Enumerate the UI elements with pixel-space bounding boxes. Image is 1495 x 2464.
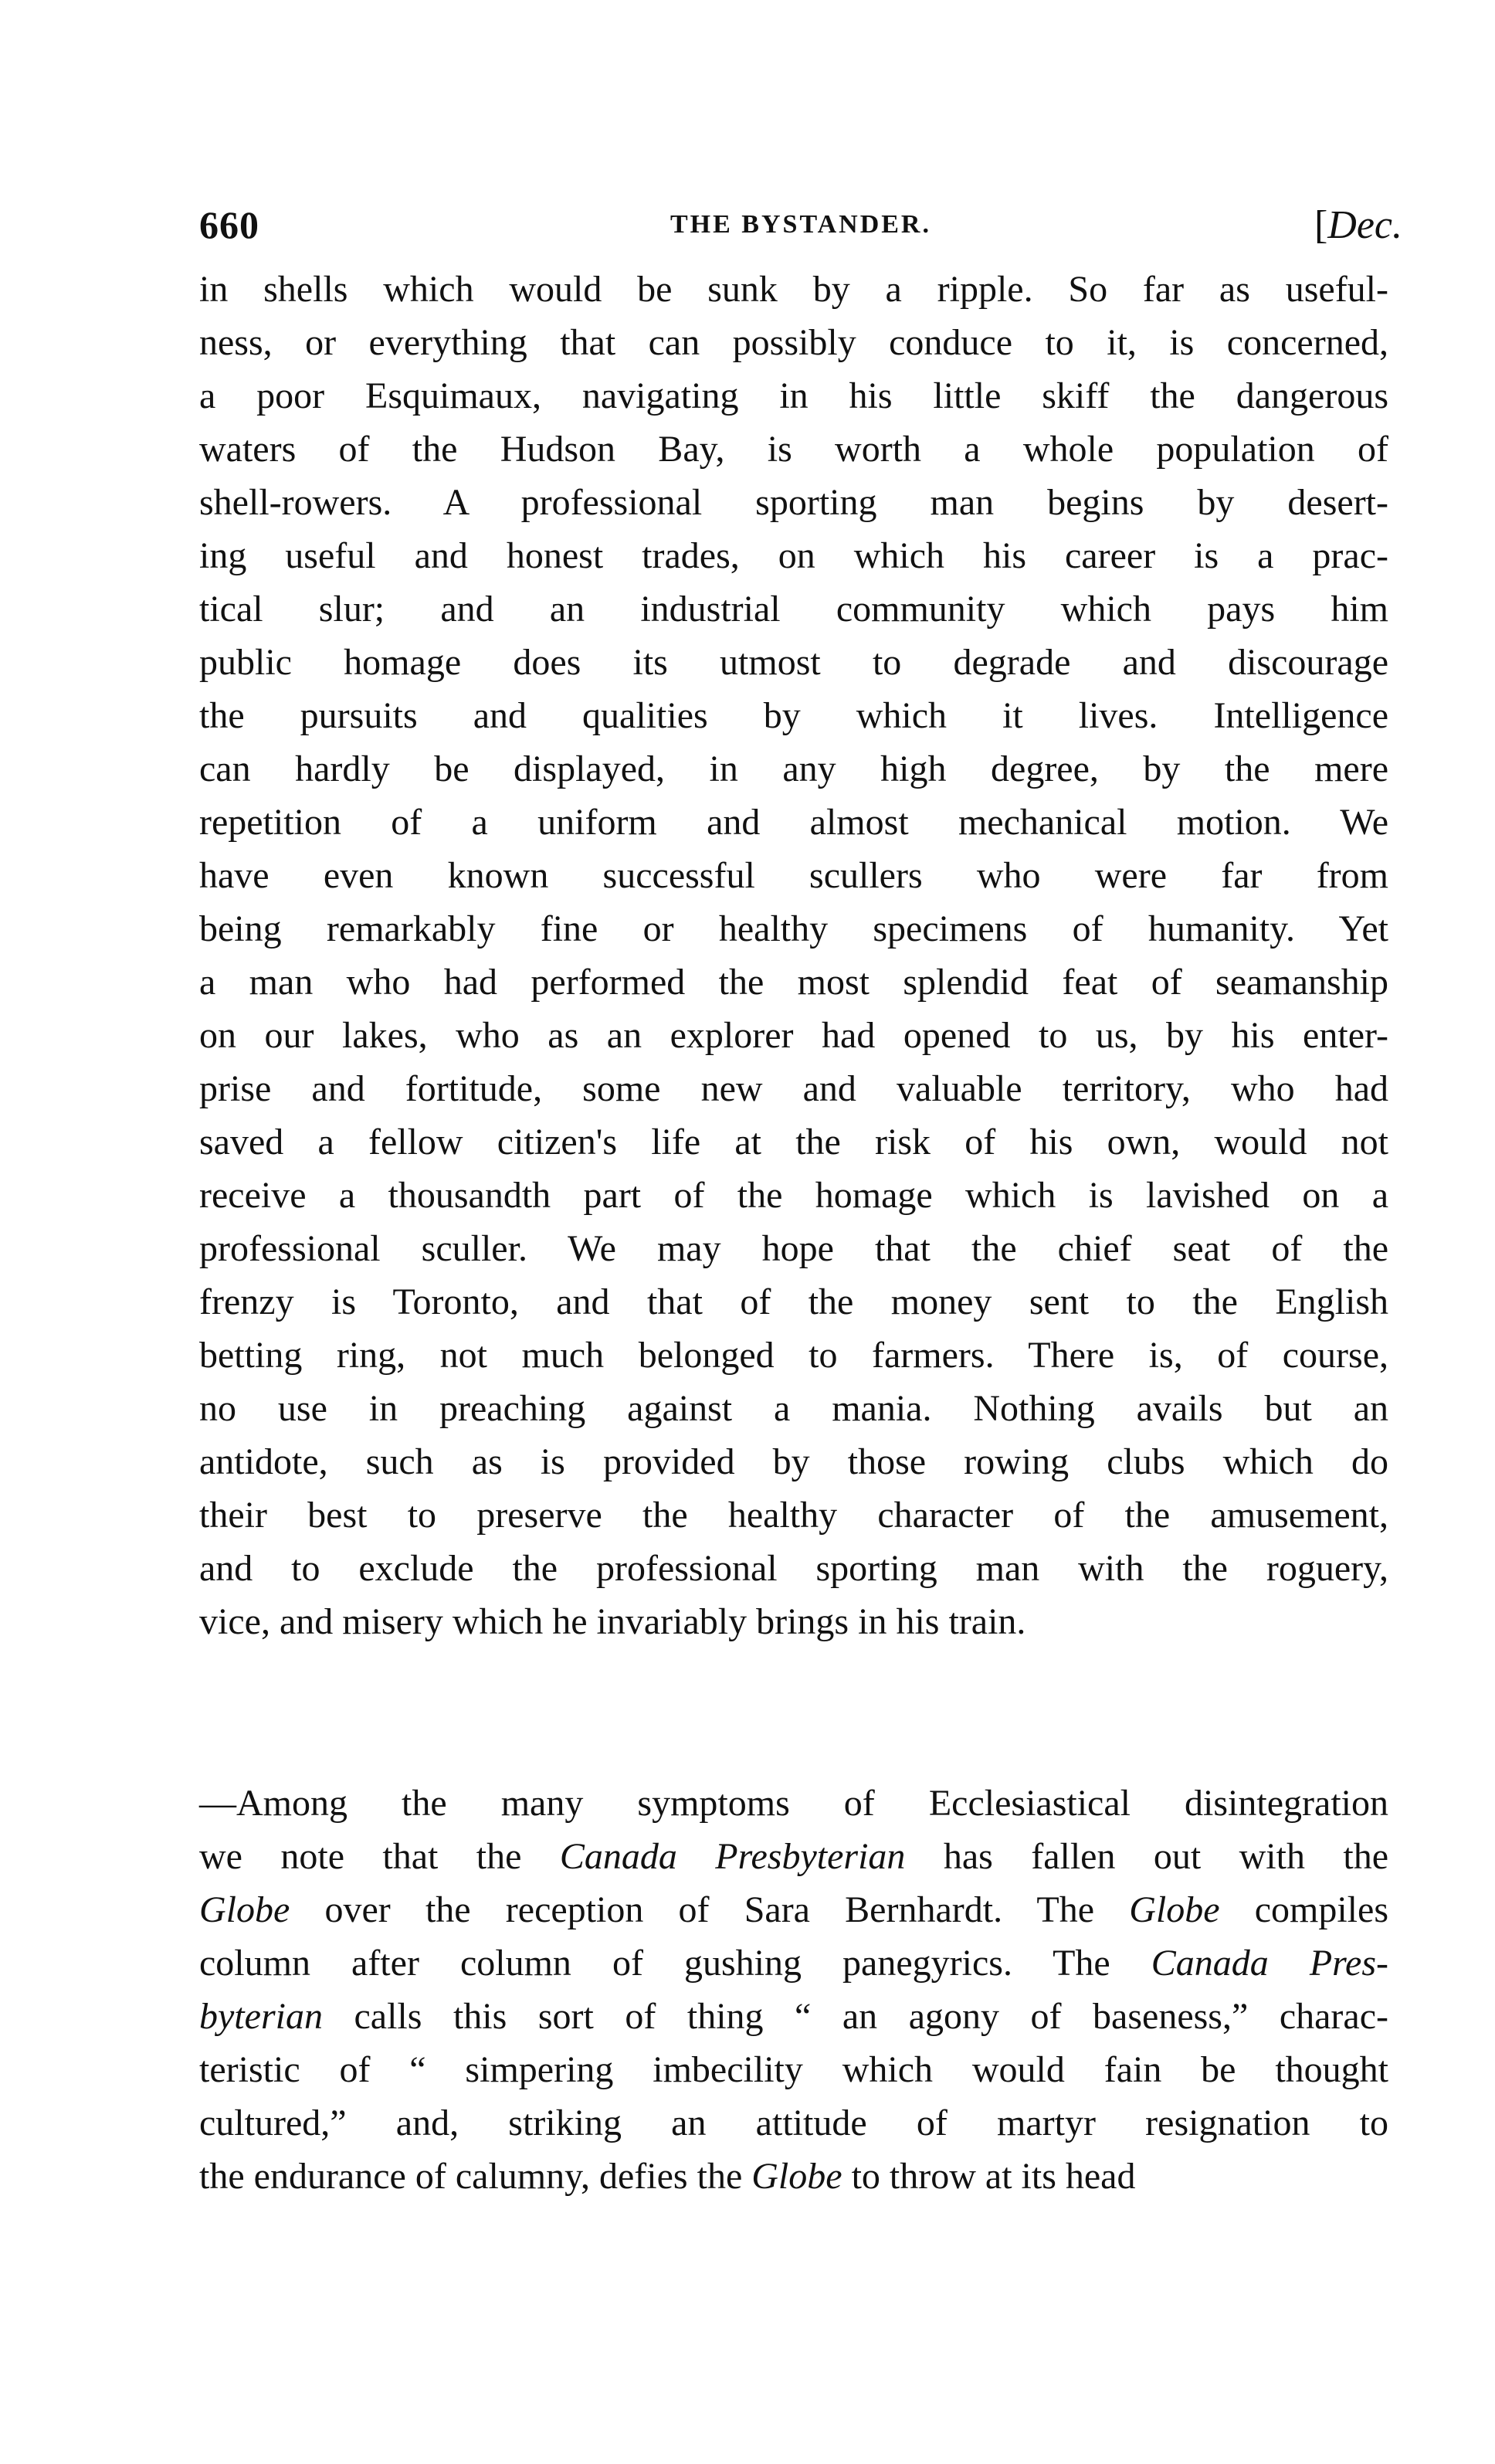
text-run: —Among the many symptoms of Ecclesiastical disintegration [199, 1783, 1388, 1824]
text-line: shell-rowers. A professional sporting man begins by desert- [199, 482, 1388, 523]
italic-title-run: Canada Pres- [1151, 1943, 1388, 1984]
text-line: frenzy is Toronto, and that of the money sent to the English [199, 1281, 1388, 1322]
running-head [199, 202, 1402, 256]
text-line: ness, or everything that can possibly conduce to it, is concerned, [199, 322, 1388, 363]
text-run: column after column of gushing panegyrics. The [199, 1943, 1151, 1984]
text-line [199, 2096, 1388, 2150]
text-run: has fallen out with the [905, 1836, 1389, 1877]
text-line: tical slur; and an industrial community which pays him [199, 589, 1388, 630]
text-line: can hardly be displayed, in any high degree, by the mere [199, 748, 1388, 789]
journal-title: THE BYSTANDER. [670, 210, 931, 239]
italic-title-run: Globe [751, 2156, 842, 2197]
text-line: betting ring, not much belonged to farmers. There is, of course, [199, 1335, 1388, 1376]
text-line: on our lakes, who as an explorer had opened to us, by his enter- [199, 1015, 1388, 1056]
text-run: calls this sort of thing “ an agony of baseness,” charac- [322, 1996, 1388, 2037]
text-line [199, 1830, 1388, 1883]
text-line [199, 1777, 1388, 1830]
text-line: repetition of a uniform and almost mechanical motion. We [199, 802, 1388, 843]
text-run: to throw at its head [842, 2156, 1136, 2197]
text-line: waters of the Hudson Bay, is worth a whole population of [199, 429, 1388, 470]
text-line: no use in preaching against a mania. Nothing avails but an [199, 1388, 1388, 1429]
italic-title-run: Globe [1129, 1889, 1220, 1930]
text-line: antidote, such as is provided by those rowing clubs which do [199, 1441, 1388, 1482]
text-run: compiles [1219, 1889, 1389, 1930]
text-line: the pursuits and qualities by which it lives. Intelligence [199, 695, 1388, 736]
text-line: saved a fellow citizen's life at the risk of his own, would not [199, 1122, 1388, 1162]
text-line [199, 2150, 1388, 2203]
text-line [199, 1936, 1388, 1990]
text-line: a man who had performed the most splendid feat of seamanship [199, 962, 1388, 1003]
text-line: prise and fortitude, some new and valuable territory, who had [199, 1068, 1388, 1109]
text-line: have even known successful scullers who were far from [199, 855, 1388, 896]
text-line: being remarkably fine or healthy specimens of humanity. Yet [199, 908, 1388, 949]
text-line: their best to preserve the healthy character of the amusement, [199, 1495, 1388, 1536]
page-number: 660 [199, 203, 259, 246]
text-line: and to exclude the professional sporting man with the roguery, [199, 1548, 1388, 1589]
text-run: teristic of “ simpering imbecility which would fain be thought [199, 2049, 1388, 2090]
text-run: cultured,” and, striking an attitude of martyr resignation to [199, 2103, 1388, 2143]
text-line [199, 1883, 1388, 1936]
paragraph-ecclesiastical [199, 1777, 1388, 2203]
italic-title-run: byterian [199, 1996, 323, 2037]
text-run: we note that the [199, 1836, 560, 1877]
text-line: in shells which would be sunk by a ripple. So far as useful- [199, 269, 1388, 310]
text-line: professional sculler. We may hope that the chief seat of the [199, 1228, 1388, 1269]
text-line: ing useful and honest trades, on which his career is a prac- [199, 535, 1388, 576]
text-line: public homage does its utmost to degrade and discourage [199, 642, 1388, 683]
paragraph-sculling [199, 263, 1388, 1648]
italic-title-run: Canada Presbyterian [559, 1836, 906, 1877]
month-bracket: [ [1314, 203, 1328, 247]
text-line [199, 1990, 1388, 2043]
text-run: over the reception of Sara Bernhardt. The [290, 1889, 1130, 1930]
month-label: Dec. [1327, 203, 1402, 247]
italic-title-run: Globe [199, 1889, 290, 1930]
text-line [199, 2043, 1388, 2096]
running-head-month [1314, 202, 1402, 248]
text-line: a poor Esquimaux, navigating in his little skiff the dangerous [199, 375, 1388, 416]
text-line: vice, and misery which he invariably brings in his train. [199, 1601, 1026, 1642]
text-run: the endurance of calumny, defies the [199, 2156, 752, 2197]
text-line: receive a thousandth part of the homage which is lavished on a [199, 1175, 1388, 1216]
